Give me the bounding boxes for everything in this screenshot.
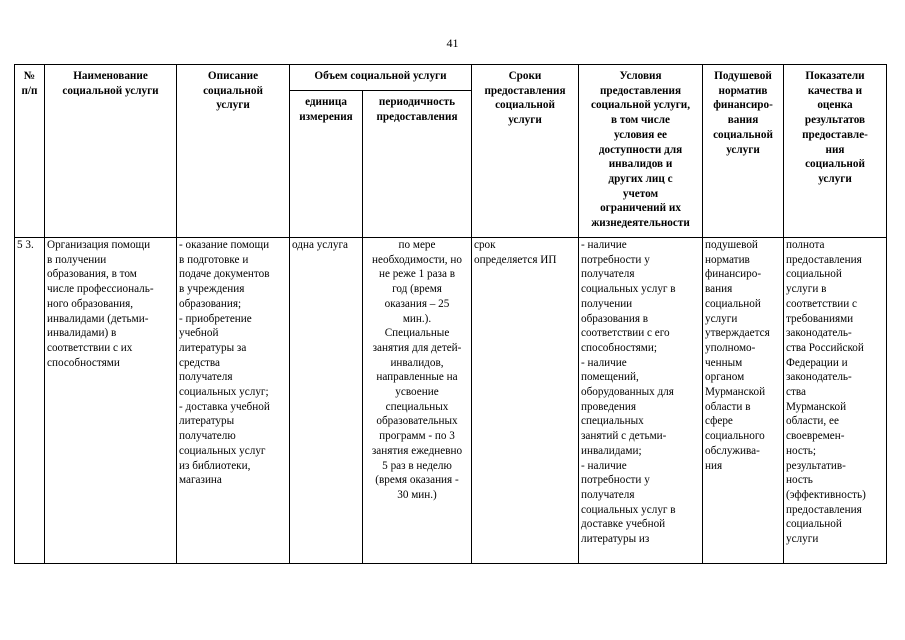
header-num: № п/п <box>15 65 45 238</box>
cell-service-terms: срок определяется ИП <box>472 238 579 564</box>
cell-service-name: Организация помощи в получении образования, в том числе профессиональ- ного образования, инвалидами (детьми- инвалидами) в соответствии с их способностями <box>45 238 177 564</box>
header-service-name: Наименование социальной услуги <box>45 65 177 238</box>
header-unit: единица измерения <box>290 91 363 238</box>
header-service-terms: Сроки предоставления социальной услуги <box>472 65 579 238</box>
cell-financing-norm: подушевой норматив финансиро- вания социальной услуги утверждается уполномо- ченным органом Мурманской области в сфере социального обслужива- ния <box>703 238 784 564</box>
page-number: 41 <box>446 36 459 50</box>
cell-service-conditions: - наличие потребности у получателя социальных услуг в получении образования в соответствии с его способностями; - наличие помещений, оборудованных для проведения специальных занятий с детьми- инвалидами; - наличие потребности у получателя социальных услуг в доставке учебной литературы из <box>579 238 703 564</box>
header-quality-indicators: Показатели качества и оценка результатов предоставле- ния социальной услуги <box>784 65 887 238</box>
cell-service-description: - оказание помощи в подготовке и подаче документов в учреждения образования; - приобретение учебной литературы за средства получателя социальных услуг; - доставка учебной литературы получателю социальных услуг из библиотеки, магазина <box>177 238 290 564</box>
header-financing-norm: Подушевой норматив финансиро- вания социальной услуги <box>703 65 784 238</box>
cell-quality-indicators: полнота предоставления социальной услуги в соответствии с требованиями законодатель- ства Российской Федерации и законодатель- ства Мурманской области, ее своевремен- ность; результатив- ность (эффективность) предоставления социальной услуги <box>784 238 887 564</box>
cell-num: 5 3. <box>15 238 45 564</box>
table-header-row <box>15 65 887 91</box>
header-service-description: Описание социальной услуги <box>177 65 290 238</box>
cell-periodicity: по мере необходимости, но не реже 1 раза в год (время оказания – 25 мин.). Специальные занятия для детей- инвалидов, направленные на усвоение специальных образовательных программ - по 3 занятия ежедневно 5 раз в неделю (время оказания - 30 мин.) <box>363 238 472 564</box>
header-service-volume: Объем социальной услуги <box>290 65 472 91</box>
table-row <box>15 238 887 564</box>
header-service-conditions: Условия предоставления социальной услуги, в том числе условия ее доступности для инвалидов и других лиц с учетом ограничений их жизнедеятельности <box>579 65 703 238</box>
cell-unit: одна услуга <box>290 238 363 564</box>
social-services-table <box>14 64 887 564</box>
header-periodicity: периодичность предоставления <box>363 91 472 238</box>
